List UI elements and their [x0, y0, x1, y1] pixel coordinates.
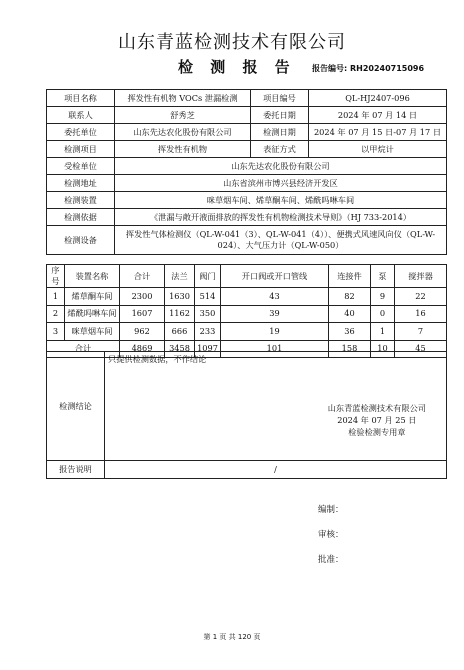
column-header: 阀门	[195, 265, 221, 288]
table-cell: 666	[165, 323, 195, 341]
project-no: QL-HJ2407-096	[309, 90, 447, 107]
table-cell: 158	[329, 340, 371, 358]
table-cell: 36	[329, 323, 371, 341]
table-cell: 10	[371, 340, 395, 358]
basis: 《泄漏与敞开液面排放的挥发性有机物检测技术导则》（HJ 733-2014）	[115, 209, 447, 226]
table-row	[47, 107, 447, 124]
table-cell: 0	[371, 305, 395, 323]
table-row	[47, 192, 447, 209]
table-cell: 9	[371, 288, 395, 306]
compile-signature-label: 编制：	[318, 505, 344, 515]
table-row	[47, 90, 447, 107]
conclusion-cell	[105, 352, 447, 461]
table-row	[47, 288, 447, 306]
column-header: 连接件	[329, 265, 371, 288]
conclusion-seal: 检验检测专用章	[348, 427, 406, 437]
company-title: 山东青蓝检测技术有限公司	[118, 32, 346, 53]
project-name-label: 项目名称	[47, 90, 115, 107]
table-row	[47, 323, 447, 341]
conclusion-org: 山东青蓝检测技术有限公司	[327, 403, 426, 413]
equipment: 挥发性气体检测仪（QL-W-041（3）、QL-W-041（4））、便携式风速风向仪（QL-W-024）、大气压力计（QL-W-050）	[115, 226, 447, 255]
review-signature-label: 审核：	[318, 530, 344, 540]
table-cell: 45	[395, 340, 447, 358]
basis-label: 检测依据	[47, 209, 115, 226]
table-cell: 82	[329, 288, 371, 306]
column-header: 序号	[47, 265, 65, 288]
project-name: 挥发性有机物 VOCs 泄漏检测	[115, 90, 251, 107]
commission-date-label: 委托日期	[251, 107, 309, 124]
table-row	[47, 209, 447, 226]
conclusion-label: 检测结论	[47, 352, 105, 461]
inspected-label: 受检单位	[47, 158, 115, 175]
table-row	[47, 124, 447, 141]
report-title: 检 测 报 告	[178, 58, 296, 76]
equipment-label: 检测设备	[47, 226, 115, 255]
remark-label: 报告说明	[47, 461, 105, 479]
expression: 以甲烷计	[309, 141, 447, 158]
column-header: 装置名称	[65, 265, 120, 288]
table-cell: 1	[47, 288, 65, 306]
approve-signature-label: 批准：	[318, 555, 344, 565]
conclusion-table	[46, 351, 447, 479]
remark: /	[105, 461, 447, 479]
report-number: 报告编号: RH20240715096	[312, 64, 425, 73]
column-header: 合计	[120, 265, 165, 288]
column-header: 开口阀或开口管线	[221, 265, 329, 288]
table-cell: 1630	[165, 288, 195, 306]
table-row	[47, 305, 447, 323]
table-cell: 咪草烟车间	[65, 323, 120, 341]
table-cell: 1607	[120, 305, 165, 323]
test-date-label: 检测日期	[251, 124, 309, 141]
table-cell: 1097	[195, 340, 221, 358]
test-date: 2024 年 07 月 15 日-07 月 17 日	[309, 124, 447, 141]
table-cell: 43	[221, 288, 329, 306]
table-cell: 烯酰吗啉车间	[65, 305, 120, 323]
table-cell: 233	[195, 323, 221, 341]
contact-label: 联系人	[47, 107, 115, 124]
table-cell: 22	[395, 288, 447, 306]
client: 山东先达农化股份有限公司	[115, 124, 251, 141]
column-header: 搅拌器	[395, 265, 447, 288]
table-cell: 3458	[165, 340, 195, 358]
table-cell: 7	[395, 323, 447, 341]
address: 山东省滨州市博兴县经济开发区	[115, 175, 447, 192]
table-cell: 16	[395, 305, 447, 323]
table-cell: 烯草酮车间	[65, 288, 120, 306]
contact: 舒秀芝	[115, 107, 251, 124]
stats-table	[46, 264, 447, 358]
table-cell: 514	[195, 288, 221, 306]
total-label: 合计	[47, 340, 120, 358]
table-cell: 2	[47, 305, 65, 323]
device-label: 检测装置	[47, 192, 115, 209]
table-cell: 2300	[120, 288, 165, 306]
inspected: 山东先达农化股份有限公司	[115, 158, 447, 175]
table-cell: 350	[195, 305, 221, 323]
table-row	[47, 158, 447, 175]
table-cell: 1162	[165, 305, 195, 323]
expression-label: 表征方式	[251, 141, 309, 158]
address-label: 检测地址	[47, 175, 115, 192]
table-header-row	[47, 265, 447, 288]
table-cell: 101	[221, 340, 329, 358]
test-item: 挥发性有机物	[115, 141, 251, 158]
table-row	[47, 226, 447, 255]
table-cell: 39	[221, 305, 329, 323]
table-row	[47, 461, 447, 479]
table-cell: 4869	[120, 340, 165, 358]
column-header: 法兰	[165, 265, 195, 288]
conclusion-note: 只提供检测数据，不作结论	[108, 354, 207, 364]
commission-date: 2024 年 07 月 14 日	[309, 107, 447, 124]
project-no-label: 项目编号	[251, 90, 309, 107]
table-row	[47, 352, 447, 461]
table-cell: 1	[371, 323, 395, 341]
page-number: 第 1 页 共 120 页	[203, 633, 261, 641]
table-cell: 40	[329, 305, 371, 323]
conclusion-signoff	[328, 402, 426, 438]
info-table	[46, 89, 447, 255]
test-item-label: 检测项目	[47, 141, 115, 158]
device: 咪草烟车间、烯草酮车间、烯酰吗啉车间	[115, 192, 447, 209]
table-cell: 3	[47, 323, 65, 341]
client-label: 委托单位	[47, 124, 115, 141]
table-cell: 962	[120, 323, 165, 341]
conclusion-date: 2024 年 07 月 25 日	[337, 415, 417, 425]
column-header: 泵	[371, 265, 395, 288]
table-cell: 19	[221, 323, 329, 341]
table-row	[47, 141, 447, 158]
table-row	[47, 175, 447, 192]
